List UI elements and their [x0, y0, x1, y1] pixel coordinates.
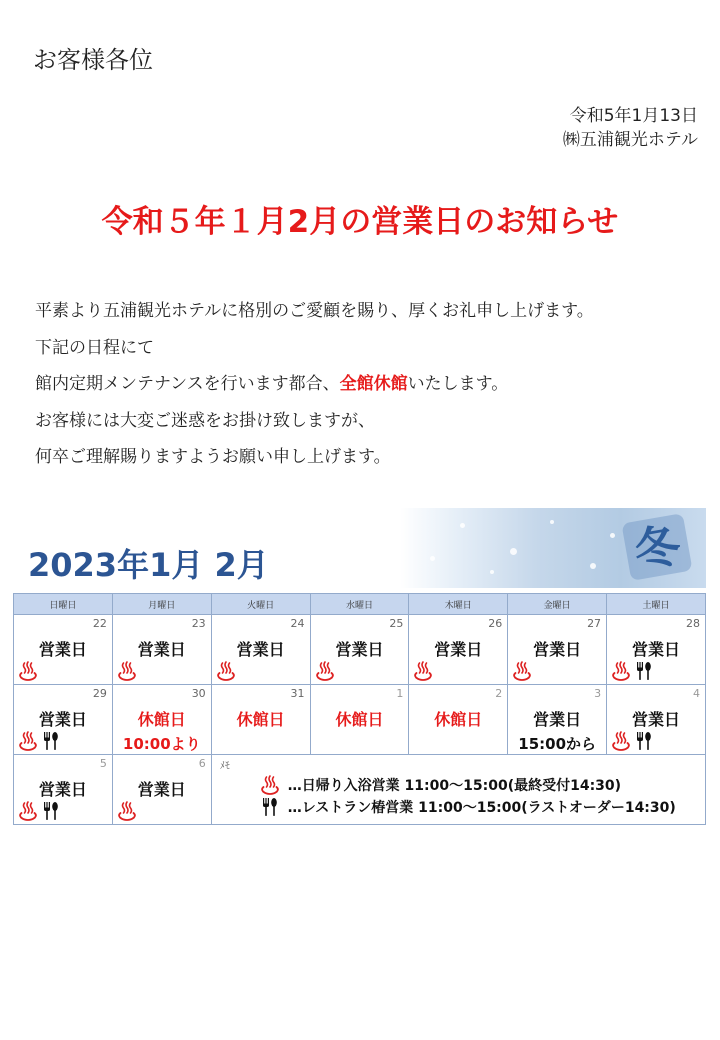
memo-label: ﾒﾓ — [219, 761, 230, 772]
calendar-day — [310, 685, 409, 755]
day-number: 28 — [686, 617, 700, 630]
weekday-header: 月曜日 — [112, 594, 211, 615]
weekday-header: 水曜日 — [310, 594, 409, 615]
onsen-icon — [216, 661, 236, 681]
day-status: 営業日 — [434, 640, 483, 659]
notice-body — [35, 293, 705, 476]
cutlery-icon — [260, 797, 280, 817]
onsen-icon — [117, 661, 137, 681]
day-status: 休館日 — [236, 710, 285, 729]
calendar-day — [409, 615, 508, 685]
day-number: 3 — [594, 687, 602, 700]
calendar-day — [211, 615, 310, 685]
day-note: 15:00から — [518, 735, 597, 753]
legend-restaurant — [260, 796, 676, 818]
issue-date: 令和5年1月13日 — [569, 106, 698, 126]
onsen-icon — [260, 775, 280, 795]
calendar-day — [508, 615, 607, 685]
day-status: 休館日 — [434, 710, 483, 729]
day-number: 4 — [693, 687, 700, 700]
notice-title: 令和５年１月2月の営業日のお知らせ — [101, 204, 619, 240]
cutlery-icon — [41, 731, 61, 751]
onsen-icon — [611, 731, 631, 751]
legend-restaurant-text: …レストラン椿営業 11:00～15:00(ラストオーダー14:30) — [287, 800, 676, 816]
calendar-week — [14, 685, 706, 755]
day-status: 営業日 — [38, 780, 87, 799]
salutation: お客様各位 — [33, 46, 153, 74]
calendar-day — [607, 615, 706, 685]
svg-text:冬: 冬 — [629, 517, 685, 579]
day-number: 30 — [191, 687, 206, 700]
weekday-header-row — [14, 594, 706, 615]
onsen-icon — [18, 801, 38, 821]
day-number: 6 — [198, 757, 206, 770]
day-number: 26 — [488, 617, 503, 630]
day-number: 23 — [191, 617, 206, 630]
onsen-icon — [315, 661, 335, 681]
weekday-header: 木曜日 — [409, 594, 508, 615]
day-status: 営業日 — [335, 640, 384, 659]
day-number: 1 — [396, 687, 404, 700]
calendar-day — [211, 685, 310, 755]
calendar-day — [409, 685, 508, 755]
onsen-icon — [18, 731, 38, 751]
weekday-header: 火曜日 — [211, 594, 310, 615]
weekday-header: 日曜日 — [14, 594, 113, 615]
calendar-day — [508, 685, 607, 755]
onsen-icon — [117, 801, 137, 821]
body-line: 下記の日程にて — [35, 337, 154, 358]
day-status: 営業日 — [137, 640, 186, 659]
day-number: 24 — [290, 617, 305, 630]
body-line: 平素より五浦観光ホテルに格別のご愛顧を賜り、厚くお礼申し上げます。 — [35, 301, 594, 321]
day-note: 10:00より — [122, 735, 201, 753]
calendar-title: 2023年1月 2月 — [28, 546, 269, 584]
calendar-day — [607, 685, 706, 755]
legend-bath-text: …日帰り入浴営業 11:00～15:00(最終受付14:30) — [287, 778, 622, 794]
closure-highlight: 全館休館 — [339, 374, 408, 394]
calendar-week — [14, 615, 706, 685]
memo-cell — [211, 755, 705, 825]
weekday-header: 土曜日 — [607, 594, 706, 615]
day-status: 営業日 — [38, 640, 87, 659]
weekday-header: 金曜日 — [508, 594, 607, 615]
calendar-day — [310, 615, 409, 685]
calendar-table — [13, 593, 706, 825]
day-number: 25 — [389, 617, 404, 630]
day-status: 営業日 — [236, 640, 285, 659]
date-block — [563, 104, 698, 152]
day-status: 営業日 — [632, 710, 681, 729]
calendar-day — [14, 685, 113, 755]
calendar-day — [14, 615, 113, 685]
day-status: 営業日 — [533, 710, 582, 729]
memo-legend — [260, 774, 676, 818]
day-number: 22 — [92, 617, 107, 630]
onsen-icon — [512, 661, 532, 681]
calendar-day — [112, 615, 211, 685]
calendar-day — [112, 685, 211, 755]
company-name: ㈱五浦観光ホテル — [562, 130, 698, 150]
body-line: お客様には大変ご迷惑をお掛け致しますが、 — [35, 410, 375, 431]
day-status: 休館日 — [137, 710, 186, 729]
cutlery-icon — [634, 661, 654, 681]
day-number: 27 — [587, 617, 602, 630]
body-line: 館内定期メンテナンスを行います都合、全館休館いたします。 — [35, 374, 509, 394]
calendar-week — [14, 755, 706, 825]
day-number: 29 — [92, 687, 107, 700]
day-status: 営業日 — [533, 640, 582, 659]
calendar-day — [112, 755, 211, 825]
body-line: 何卒ご理解賜りますようお願い申し上げます。 — [35, 447, 391, 467]
day-number: 31 — [290, 687, 305, 700]
day-status: 営業日 — [632, 640, 681, 659]
onsen-icon — [18, 661, 38, 681]
day-status: 休館日 — [335, 710, 384, 729]
day-status: 営業日 — [38, 710, 87, 729]
cutlery-icon — [634, 731, 654, 751]
onsen-icon — [413, 661, 433, 681]
day-status: 営業日 — [137, 780, 186, 799]
cutlery-icon — [41, 801, 61, 821]
legend-bath — [260, 774, 676, 796]
day-number: 5 — [99, 757, 107, 770]
winter-kanji-icon — [622, 512, 692, 582]
day-number: 2 — [495, 687, 503, 700]
calendar-day — [14, 755, 113, 825]
onsen-icon — [611, 661, 631, 681]
